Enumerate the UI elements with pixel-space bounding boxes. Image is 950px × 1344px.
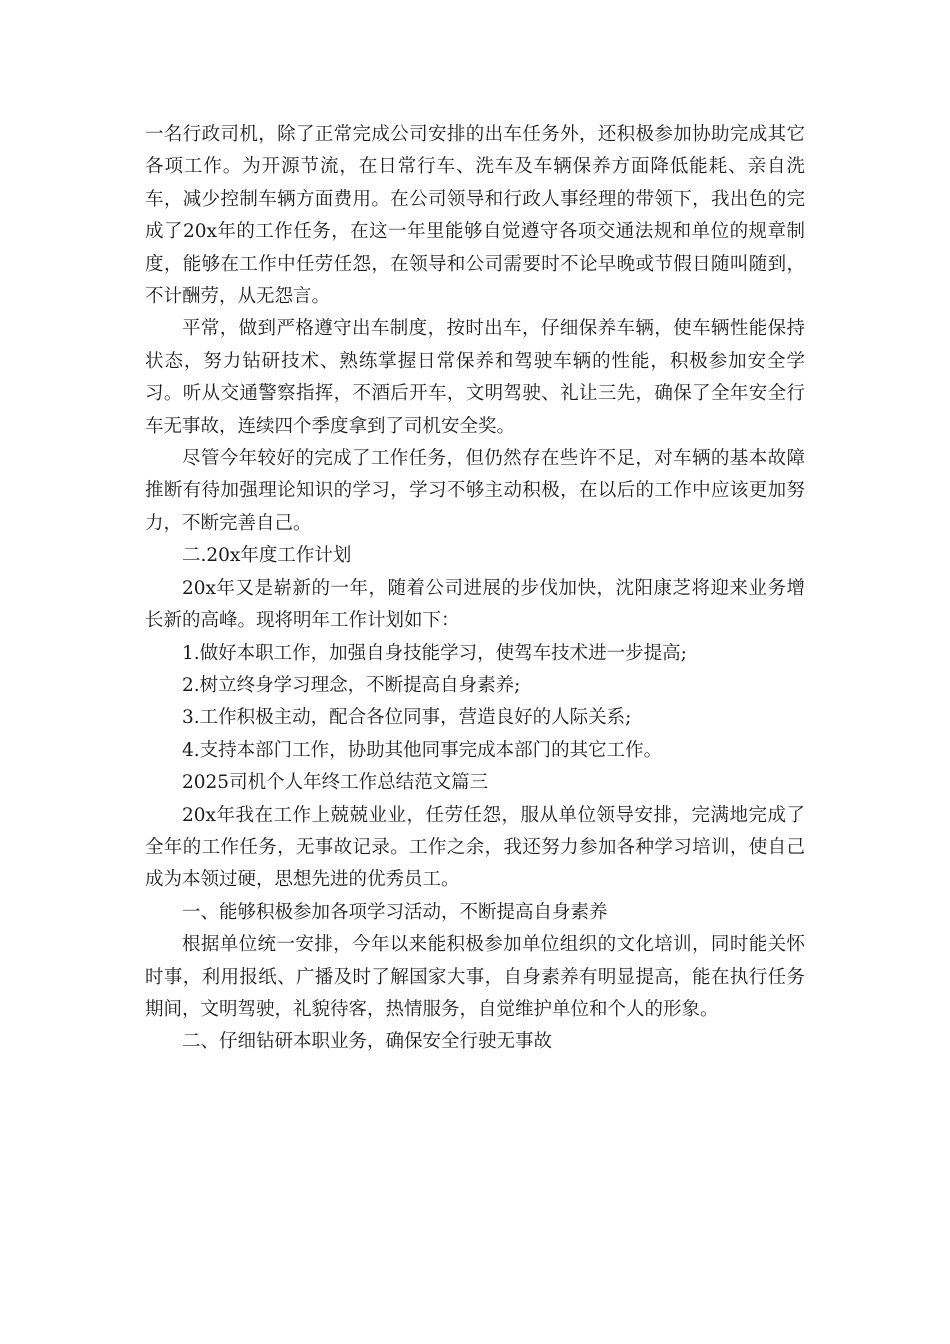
- plan-item-4: 4.支持本部门工作，协助其他同事完成本部门的其它工作。: [182, 739, 663, 761]
- heading-section-two: 二、仔细钻研本职业务，确保安全行驶无事故: [182, 1031, 553, 1053]
- heading-section-one: 一、能够积极参加各项学习活动，不断提高自身素养: [182, 901, 608, 923]
- plan-item-2: 2.树立终身学习理念，不断提高自身素养;: [182, 674, 521, 696]
- plan-item-1: 1.做好本职工作，加强自身技能学习，使驾车技术进一步提高;: [182, 642, 687, 664]
- paragraph-duties: 一名行政司机，除了正常完成公司安排的出车任务外，还积极参加协助完成其它各项工作。为开源节流，在日常行车、洗车及车辆保养方面降低能耗、亲自洗车，减少控制车辆方面费用。在公司领导和行政人事经理的带领下，我出色的完成了20x年的工作任务，在这一年里能够自觉遵守各项交通法规和单位的规章制度，能够在工作中任劳任怨，在领导和公司需要时不论早晚或节假日随叫随到，不计酬劳，从无怨言。: [145, 124, 805, 308]
- document-body: [145, 119, 805, 1059]
- heading-article-three: 2025司机个人年终工作总结范文篇三: [182, 772, 489, 794]
- heading-work-plan: 二.20x年度工作计划: [182, 545, 352, 567]
- paragraph-shortcomings: 尽管今年较好的完成了工作任务，但仍然存在些许不足，对车辆的基本故障推断有待加强理论知识的学习，学习不够主动积极，在以后的工作中应该更加努力，不断完善自己。: [145, 448, 805, 534]
- paragraph-year-summary: 20x年我在工作上兢兢业业，任劳任怨，服从单位领导安排，完满地完成了全年的工作任务，无事故记录。工作之余，我还努力参加各种学习培训，使自己成为本领过硬，思想先进的优秀员工。: [145, 804, 805, 891]
- paragraph-routine: 平常，做到严格遵守出车制度，按时出车，仔细保养车辆，使车辆性能保持状态，努力钻研技术、熟练掌握日常保养和驾驶车辆的性能，积极参加安全学习。听从交通警察指挥，不酒后开车，文明驾驶、礼让三先，确保了全年安全行车无事故，连续四个季度拿到了司机安全奖。: [145, 318, 805, 437]
- plan-item-3: 3.工作积极主动，配合各位同事，营造良好的人际关系;: [182, 707, 632, 729]
- paragraph-plan-intro: 20x年又是崭新的一年，随着公司进展的步伐加快，沈阳康芝将迎来业务增长新的高峰。现将明年工作计划如下：: [145, 577, 805, 632]
- paragraph-training: 根据单位统一安排，今年以来能积极参加单位组织的文化培训，同时能关怀时事，利用报纸、广播及时了解国家大事，自身素养有明显提高，能在执行任务期间，文明驾驶，礼貌待客，热情服务，自觉维护单位和个人的形象。: [145, 934, 805, 1020]
